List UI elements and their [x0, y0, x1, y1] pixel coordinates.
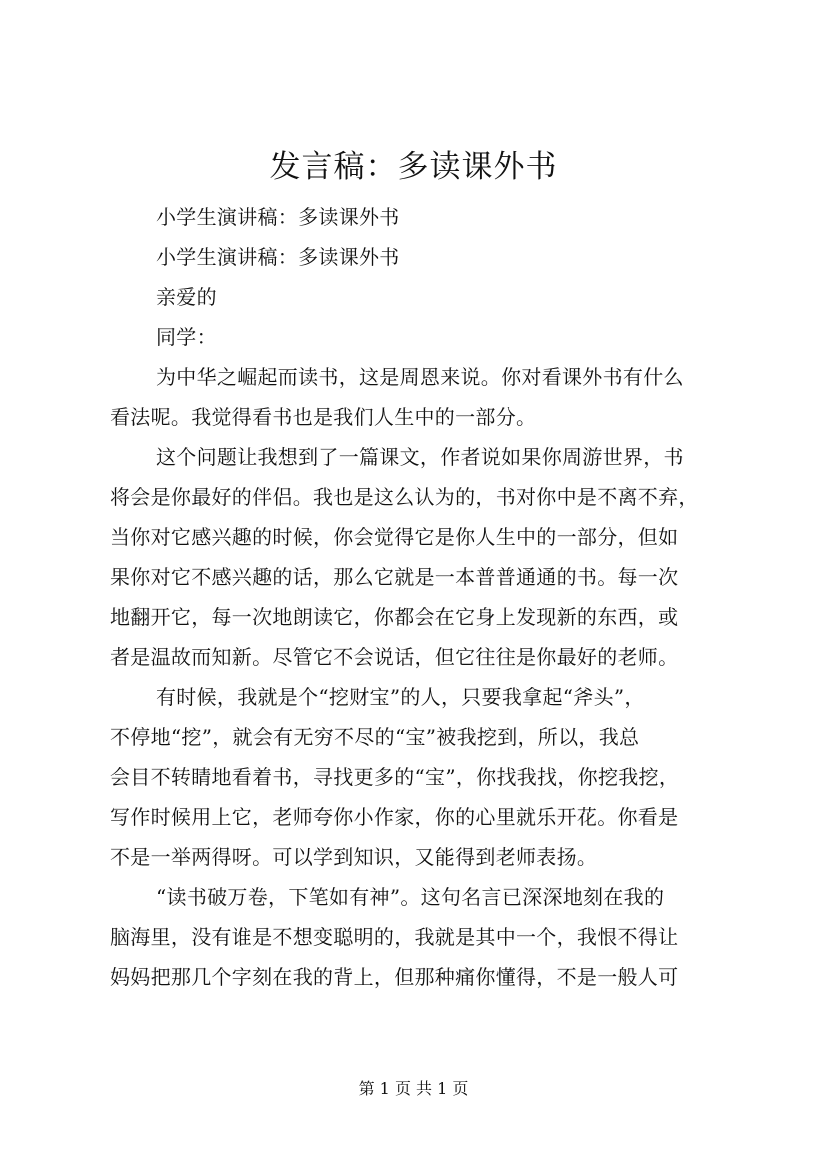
- body-line: 亲爱的: [156, 285, 217, 309]
- body-line: 会目不转睛地看着书，寻找更多的“宝”，你找我找，你挖我挖，: [110, 765, 680, 789]
- body-line: 不停地“挖”，就会有无穷不尽的“宝”被我挖到，所以，我总: [110, 725, 640, 749]
- body-line: 妈妈把那几个字刻在我的背上，但那种痛你懂得，不是一般人可: [110, 965, 679, 989]
- body-line: 同学：: [156, 325, 217, 349]
- body-line: 看法呢。我觉得看书也是我们人生中的一部分。: [110, 405, 537, 429]
- body-line: 当你对它感兴趣的时候，你会觉得它是你人生中的一部分，但如: [110, 525, 679, 549]
- body-line: 小学生演讲稿：多读课外书: [156, 205, 400, 229]
- body-line: 这个问题让我想到了一篇课文，作者说如果你周游世界，书: [156, 445, 684, 469]
- body-line: “读书破万卷，下笔如有神”。这句名言已深深地刻在我的: [156, 885, 665, 909]
- body-line: 者是温故而知新。尽管它不会说话，但它往往是你最好的老师。: [110, 645, 679, 669]
- body-line: 地翻开它，每一次地朗读它，你都会在它身上发现新的东西，或: [110, 605, 679, 629]
- body-line: 有时候，我就是个“挖财宝”的人，只要我拿起“斧头”，: [156, 685, 645, 709]
- page-number-footer: 第 1 页 共 1 页: [358, 1079, 469, 1098]
- body-line: 小学生演讲稿：多读课外书: [156, 245, 400, 269]
- body-line: 不是一举两得呀。可以学到知识，又能得到老师表扬。: [110, 845, 598, 869]
- body-line: 果你对它不感兴趣的话，那么它就是一本普普通通的书。每一次: [110, 565, 679, 589]
- document-title: 发言稿：多读课外书: [269, 149, 558, 185]
- document-body: [110, 197, 742, 997]
- body-line: 为中华之崛起而读书，这是周恩来说。你对看课外书有什么: [156, 365, 684, 389]
- body-line: 脑海里，没有谁是不想变聪明的，我就是其中一个，我恨不得让: [110, 925, 679, 949]
- body-line: 将会是你最好的伴侣。我也是这么认为的，书对你中是不离不弃，: [110, 485, 699, 509]
- body-line: 写作时候用上它，老师夸你小作家，你的心里就乐开花。你看是: [110, 805, 679, 829]
